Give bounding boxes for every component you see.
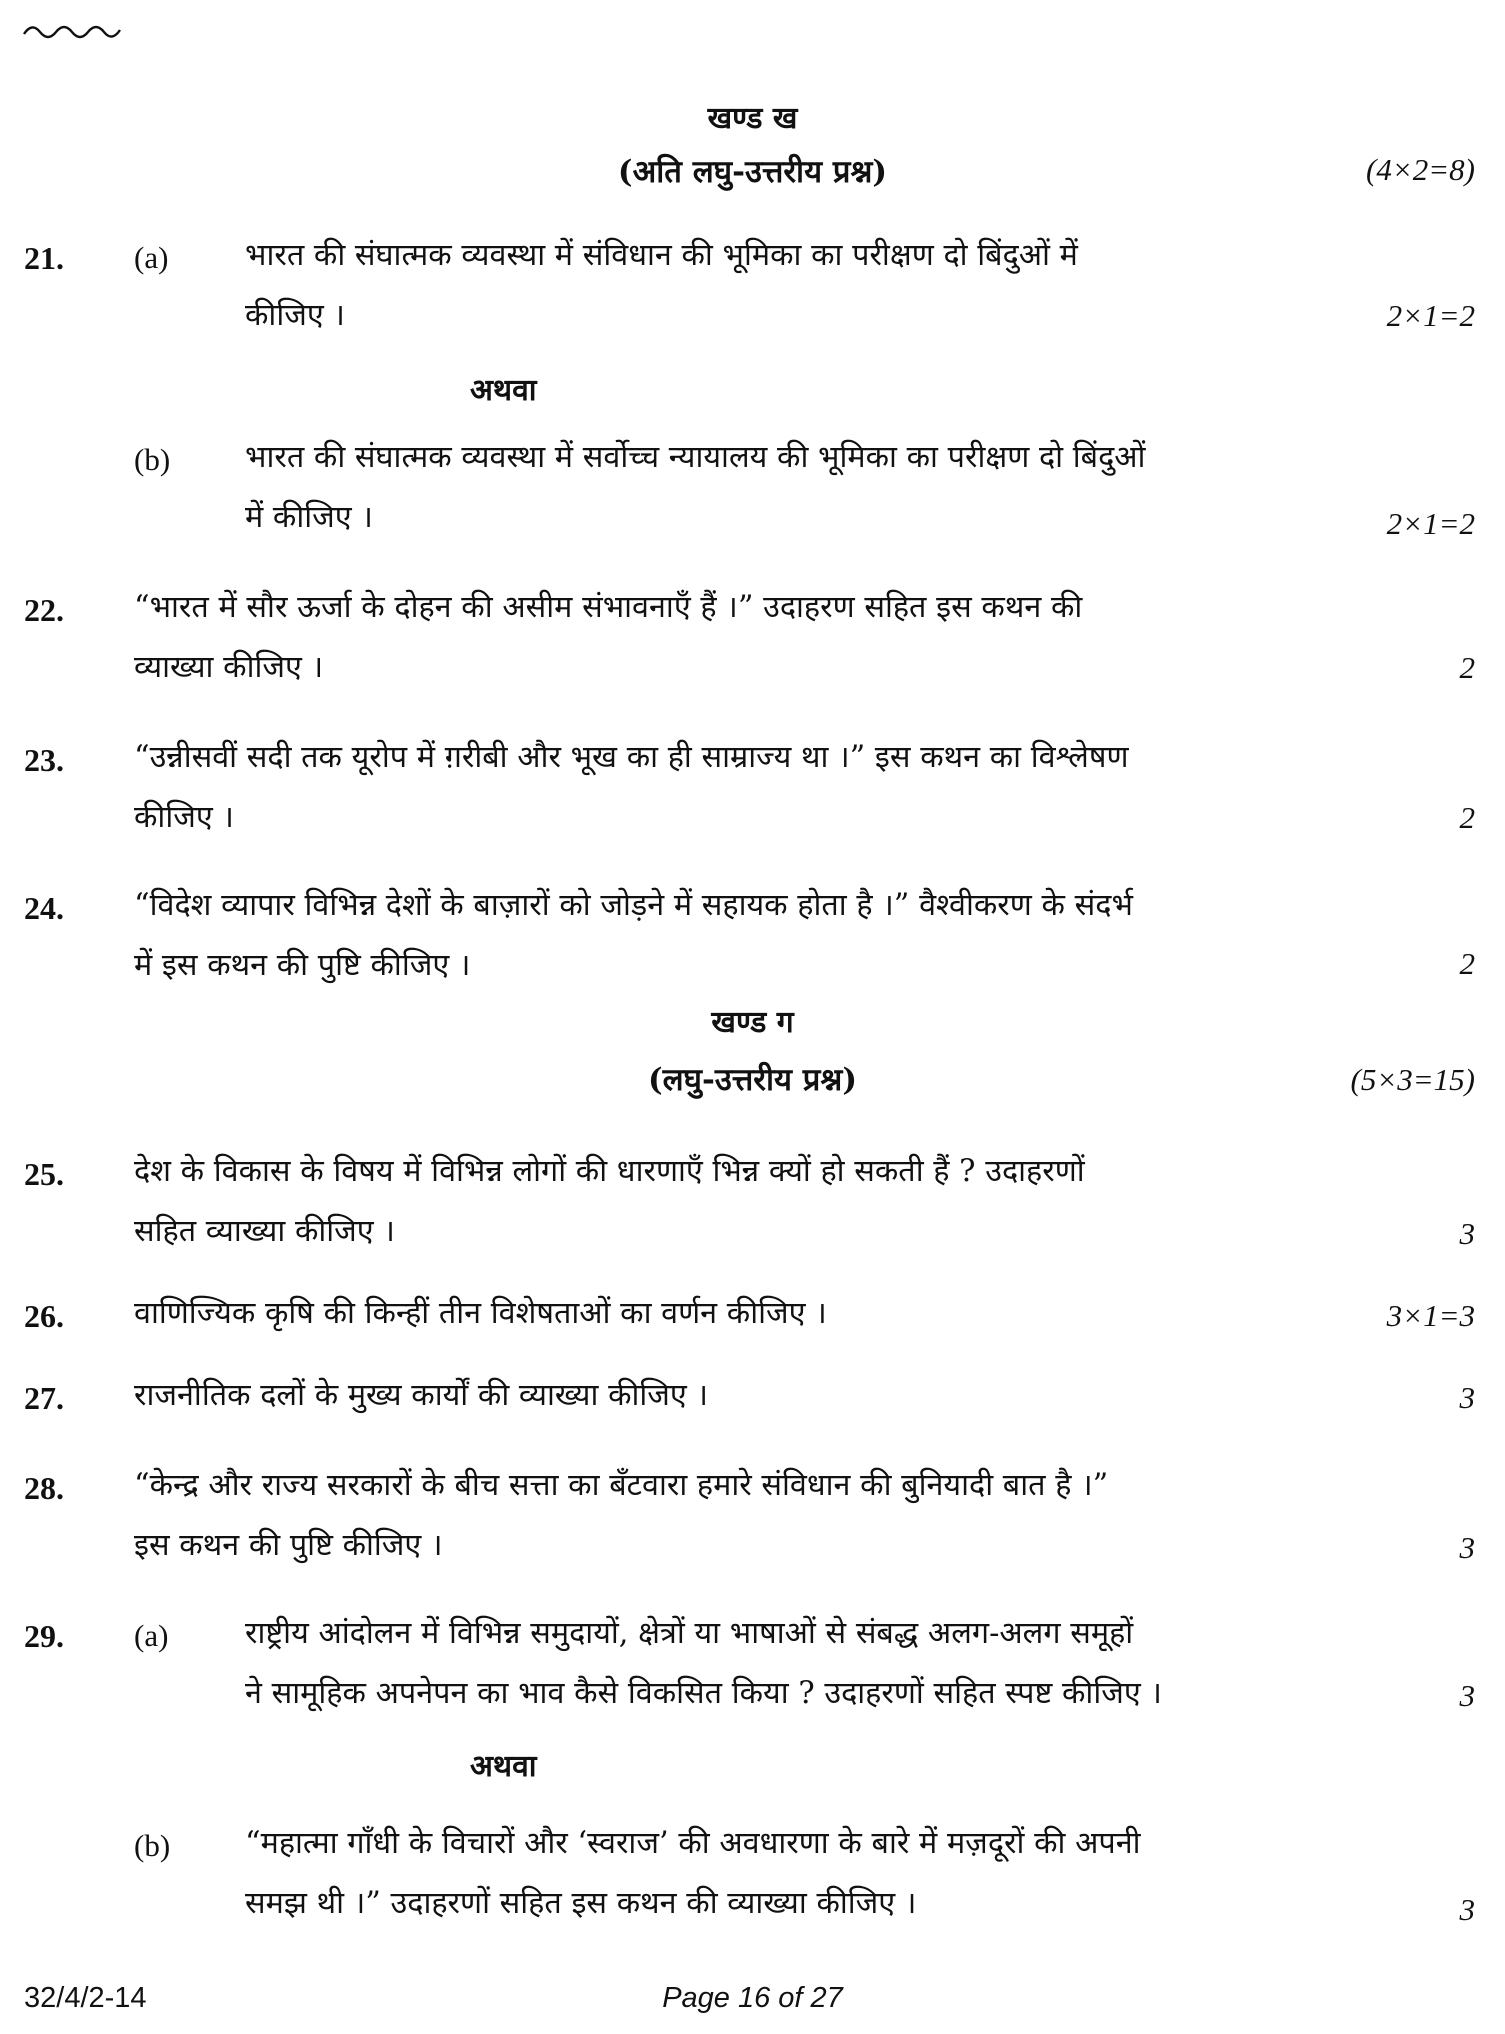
text-line: भारत की संघात्मक व्यवस्था में संविधान की भूमिका का परीक्षण दो बिंदुओं में <box>245 238 1078 273</box>
wave-mark-icon <box>22 18 122 42</box>
option-label: (a) <box>134 1618 169 1653</box>
question-text <box>245 1814 1475 1934</box>
section-b-subheading: (अति लघु-उत्तरीय प्रश्न) <box>617 154 888 190</box>
text-line: वाणिज्यिक कृषि की किन्हीं तीन विशेषताओं का वर्णन कीजिए । <box>134 1296 827 1331</box>
paper-code: 32/4/2-14 <box>24 1982 147 2014</box>
question-text <box>245 226 1475 346</box>
question-number: 21. <box>24 240 64 276</box>
marks: 2×1=2 <box>1386 506 1475 541</box>
marks: 3 <box>1459 1216 1475 1251</box>
option-label: (b) <box>134 442 171 477</box>
question-text <box>245 428 1475 548</box>
text-line: “भारत में सौर ऊर्जा के दोहन की असीम संभावनाएँ हैं ।” उदाहरण सहित इस कथन की <box>134 590 1083 625</box>
question-text <box>134 1366 1394 1426</box>
text-line: “उन्नीसवीं सदी तक यूरोप में ग़रीबी और भूख का ही साम्राज्य था ।” इस कथन का विश्लेषण <box>134 740 1129 775</box>
text-line: समझ थी ।” उदाहरणों सहित इस कथन की व्याख्या कीजिए । <box>245 1886 917 1921</box>
text-line: कीजिए । <box>134 800 234 835</box>
text-line: में कीजिए । <box>245 500 373 535</box>
text-line: “महात्मा गाँधी के विचारों और ‘स्वराज’ की अवधारणा के बारे में मज़दूरों की अपनी <box>245 1826 1141 1861</box>
section-b-heading: खण्ड ख <box>707 101 798 136</box>
text-line: व्याख्या कीजिए । <box>134 650 324 685</box>
question-text <box>245 1604 1475 1724</box>
question-number: 29. <box>24 1618 64 1654</box>
marks: 3 <box>1459 1892 1475 1927</box>
section-c-marks: (5×3=15) <box>1350 1062 1475 1097</box>
marks: 2×1=2 <box>1386 298 1475 333</box>
text-line: कीजिए । <box>245 298 345 333</box>
text-line: राजनीतिक दलों के मुख्य कार्यों की व्याख्या कीजिए । <box>134 1378 709 1413</box>
section-c-heading: खण्ड ग <box>711 1005 794 1040</box>
question-text <box>134 728 1394 848</box>
page-number: Page 16 of 27 <box>662 1982 843 2014</box>
question-number: 22. <box>24 592 64 628</box>
text-line: “केन्द्र और राज्य सरकारों के बीच सत्ता का बँटवारा हमारे संविधान की बुनियादी बात है ।” <box>134 1468 1109 1503</box>
question-number: 23. <box>24 742 64 778</box>
question-text <box>134 1284 1394 1344</box>
option-label: (b) <box>134 1828 171 1863</box>
or-label: अथवा <box>470 373 537 408</box>
text-line: सहित व्याख्या कीजिए । <box>134 1214 395 1249</box>
marks: 2 <box>1459 946 1475 981</box>
question-text <box>134 1456 1394 1576</box>
question-number: 26. <box>24 1298 64 1334</box>
question-number: 24. <box>24 890 64 926</box>
option-label: (a) <box>134 240 169 275</box>
text-line: राष्ट्रीय आंदोलन में विभिन्न समुदायों, क्षेत्रों या भाषाओं से संबद्ध अलग-अलग समूहों <box>245 1616 1134 1651</box>
question-number: 25. <box>24 1156 64 1192</box>
marks: 3×1=3 <box>1386 1298 1475 1333</box>
section-b-marks: (4×2=8) <box>1366 152 1475 187</box>
marks: 3 <box>1459 1380 1475 1415</box>
question-number: 28. <box>24 1470 64 1506</box>
text-line: भारत की संघात्मक व्यवस्था में सर्वोच्च न्यायालय की भूमिका का परीक्षण दो बिंदुओं <box>245 440 1146 475</box>
question-number: 27. <box>24 1380 64 1416</box>
question-text <box>134 1142 1394 1262</box>
or-label: अथवा <box>470 1749 537 1784</box>
text-line: “विदेश व्यापार विभिन्न देशों के बाज़ारों को जोड़ने में सहायक होता है ।” वैश्वीकरण के संदर्भ <box>134 888 1133 923</box>
marks: 3 <box>1459 1678 1475 1713</box>
section-c-subheading: (लघु-उत्तरीय प्रश्न) <box>648 1062 857 1098</box>
text-line: इस कथन की पुष्टि कीजिए । <box>134 1528 443 1563</box>
marks: 3 <box>1459 1530 1475 1565</box>
marks: 2 <box>1459 800 1475 835</box>
question-text <box>134 578 1394 698</box>
text-line: में इस कथन की पुष्टि कीजिए । <box>134 948 471 983</box>
question-text <box>134 876 1394 996</box>
text-line: ने सामूहिक अपनेपन का भाव कैसे विकसित किया ? उदाहरणों सहित स्पष्ट कीजिए । <box>245 1676 1162 1711</box>
marks: 2 <box>1459 650 1475 685</box>
text-line: देश के विकास के विषय में विभिन्न लोगों की धारणाएँ भिन्न क्यों हो सकती हैं ? उदाहरणों <box>134 1154 1085 1189</box>
